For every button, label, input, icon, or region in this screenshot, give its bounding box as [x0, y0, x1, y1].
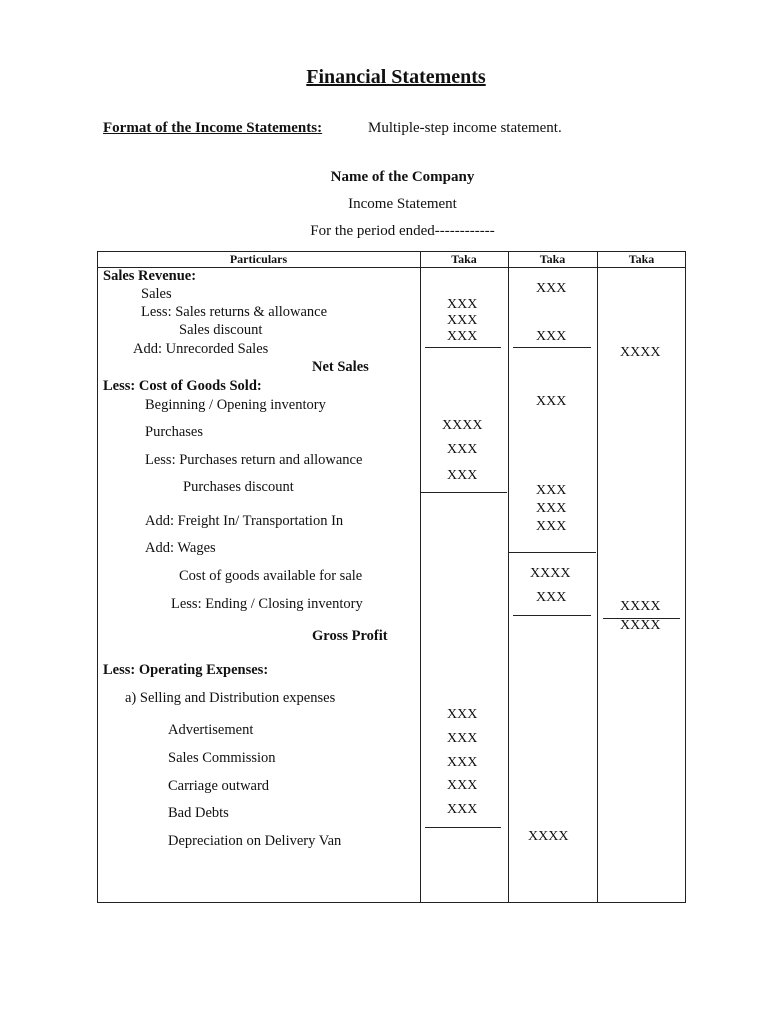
- row-sales-commission: Sales Commission: [168, 750, 276, 766]
- col2-subtotal-rule: [513, 347, 591, 348]
- section-sales-revenue: Sales Revenue:: [103, 268, 197, 284]
- col1-value: XXX: [447, 329, 478, 344]
- row-sales-returns: Less: Sales returns & allowance: [141, 304, 328, 320]
- col1-value: XXX: [447, 755, 478, 770]
- col2-value: XXX: [536, 501, 567, 516]
- statement-name: Income Statement: [348, 196, 457, 212]
- company-name: Name of the Company: [330, 169, 475, 185]
- col3-value: XXXX: [620, 345, 661, 360]
- col1-value: XXX: [447, 778, 478, 793]
- header-taka-2: Taka: [539, 252, 566, 266]
- col2-value: XXX: [536, 483, 567, 498]
- header-taka-3: Taka: [628, 252, 655, 266]
- row-sales: Sales: [141, 286, 172, 302]
- col1-value: XXXX: [442, 418, 483, 433]
- row-purchases: Purchases: [145, 424, 203, 440]
- col2-value: XXXX: [530, 566, 571, 581]
- row-wages: Add: Wages: [145, 540, 216, 556]
- row-selling-distribution: a) Selling and Distribution expenses: [125, 690, 336, 706]
- col1-value: XXX: [447, 442, 478, 457]
- col1-subtotal-rule: [425, 347, 501, 348]
- row-carriage-outward: Carriage outward: [168, 778, 270, 794]
- row-purchases-return: Less: Purchases return and allowance: [145, 452, 363, 468]
- section-cost-of-goods-sold: Less: Cost of Goods Sold:: [103, 378, 262, 394]
- col1-value: XXX: [447, 468, 478, 483]
- col1-subtotal-rule: [420, 492, 507, 493]
- format-label-text: Format of the Income Statements: [103, 120, 318, 136]
- col2-value: XXX: [536, 519, 567, 534]
- col3-value: XXXX: [620, 618, 661, 633]
- column-divider-3: [597, 251, 598, 903]
- row-opening-inventory: Beginning / Opening inventory: [145, 397, 326, 413]
- column-divider-1: [420, 251, 421, 903]
- col3-value: XXXX: [620, 599, 661, 614]
- col1-value: XXX: [447, 802, 478, 817]
- row-purchases-discount: Purchases discount: [183, 479, 294, 495]
- header-particulars: Particulars: [229, 252, 288, 266]
- row-gross-profit: Gross Profit: [312, 628, 388, 644]
- row-unrecorded-sales: Add: Unrecorded Sales: [133, 341, 269, 357]
- row-bad-debts: Bad Debts: [168, 805, 229, 821]
- col2-value: XXX: [536, 590, 567, 605]
- header-taka-1: Taka: [451, 252, 477, 266]
- col1-value: XXX: [447, 297, 478, 312]
- row-goods-available: Cost of goods available for sale: [179, 568, 363, 584]
- column-divider-2: [508, 251, 509, 903]
- row-advertisement: Advertisement: [168, 722, 254, 738]
- row-depreciation-van: Depreciation on Delivery Van: [168, 833, 342, 849]
- statement-period: For the period ended------------: [310, 223, 495, 239]
- page-title: Financial Statements: [306, 66, 486, 88]
- col2-subtotal-rule: [508, 552, 596, 553]
- format-value: Multiple-step income statement.: [368, 120, 562, 136]
- col2-value: XXXX: [528, 829, 569, 844]
- col2-value: XXX: [536, 394, 567, 409]
- row-freight-in: Add: Freight In/ Transportation In: [145, 513, 344, 529]
- row-closing-inventory: Less: Ending / Closing inventory: [171, 596, 363, 612]
- col2-subtotal-rule: [513, 615, 591, 616]
- col1-subtotal-rule: [425, 827, 501, 828]
- col1-value: XXX: [447, 707, 478, 722]
- format-label: [103, 120, 322, 137]
- col1-value: XXX: [447, 731, 478, 746]
- col2-value: XXX: [536, 281, 567, 296]
- row-sales-discount: Sales discount: [179, 322, 263, 338]
- col2-value: XXX: [536, 329, 567, 344]
- section-operating-expenses: Less: Operating Expenses:: [103, 662, 269, 678]
- format-label-colon: :: [317, 120, 323, 136]
- col1-value: XXX: [447, 313, 478, 328]
- row-net-sales: Net Sales: [312, 359, 369, 375]
